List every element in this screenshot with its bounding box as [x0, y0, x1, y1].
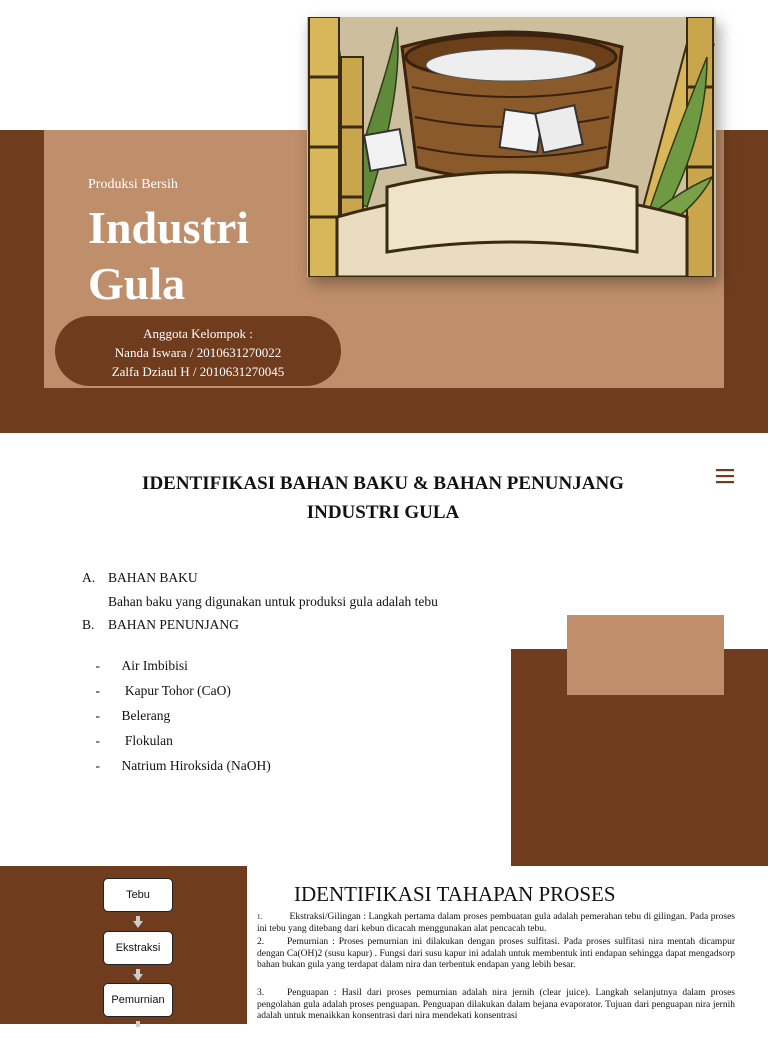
process-step	[257, 988, 735, 1023]
tan-decor-block	[567, 615, 724, 695]
step-text: Ekstraksi/Gilingan : Langkah pertama dalam proses pembuatan gula adalah pemerahan tebu di gilingan. Pada proses ini tebu yang ditebang dari kebun dicacah menggunakan alat pencacah tebu.	[257, 912, 735, 934]
list-item-text: Kapur Tohor (CaO)	[121, 683, 231, 698]
sugar-basket-illustration	[307, 17, 716, 277]
flow-box-pemurnian: Pemurnian	[103, 983, 173, 1017]
list-item-text: Natrium Hiroksida (NaOH)	[121, 758, 271, 773]
flow-arrow-icon	[133, 915, 143, 927]
members-heading: Anggota Kelompok :	[143, 326, 253, 341]
section-a-row	[82, 570, 198, 586]
materials-slide	[0, 433, 768, 866]
list-item-text: Belerang	[121, 708, 171, 723]
section-a-label: BAHAN BAKU	[108, 570, 198, 585]
heading-line-1: IDENTIFIKASI BAHAN BAKU & BAHAN PENUNJANG	[142, 473, 624, 494]
flow-box-tebu: Tebu	[103, 878, 173, 912]
sugar-basket-image	[307, 17, 716, 277]
process-step	[257, 937, 735, 972]
list-item-text: Air Imbibisi	[121, 658, 188, 673]
title-line-1: Industri	[88, 202, 250, 253]
process-step	[257, 912, 735, 935]
title-slide	[0, 0, 768, 433]
members-pill	[55, 316, 341, 386]
member-1: Nanda Iswara / 2010631270022	[114, 345, 282, 360]
section-b-row	[82, 617, 239, 633]
step-number: 3.	[257, 988, 265, 998]
process-slide	[0, 866, 768, 1024]
flow-arrow-icon	[133, 968, 143, 980]
list-dash: -	[95, 683, 100, 698]
slide-heading	[80, 469, 686, 527]
step-text: Penguapan : Hasil dari proses pemurnian adalah nira jernih (clear juice). Langkah selanjutnya dalam proses pengolahan gula adalah proses penguapan. Penguapan dilakukan dalam bejana evaporator. Tujuan dari penguapan nira jernih adalah untuk menaikkan konsentrasi dari nira mendekati konsentrasi	[257, 988, 735, 1021]
list-dash: -	[95, 758, 100, 773]
flow-box-ekstraksi: Ekstraksi	[103, 931, 173, 965]
flow-arrow-icon	[133, 1020, 143, 1032]
section-b-marker: B.	[82, 617, 95, 632]
step-number: 2.	[257, 937, 265, 947]
slide-title	[88, 200, 249, 312]
member-2: Zalfa Dziaul H / 2010631270045	[111, 364, 285, 379]
section-a-description: Bahan baku yang digunakan untuk produksi gula adalah tebu	[108, 594, 438, 609]
step-number: 1.	[257, 913, 263, 921]
slide-subtitle: Produksi Bersih	[88, 177, 178, 192]
title-line-2: Gula	[88, 258, 186, 309]
list-item-text: Flokulan	[121, 733, 173, 748]
process-title: IDENTIFIKASI TAHAPAN PROSES	[294, 882, 616, 906]
step-text: Pemurnian : Proses pemurnian ini dilakukan dengan proses sulfitasi. Pada proses sulfitasi nira mentah dicampur dengan Ca(OH)2 (susu kapur) . Fungsi dari susu kapur ini adalah untuk membentuk inti endapan sehingga dapat mengadsorp bahan bukan gula yang terdapat dalam nira dan terbentuk endapan yang lebih besar.	[257, 937, 735, 970]
list-dash: -	[95, 733, 100, 748]
heading-line-2: INDUSTRI GULA	[306, 502, 460, 523]
hamburger-menu-icon[interactable]	[714, 465, 736, 487]
section-a-marker: A.	[82, 570, 96, 585]
list-item	[82, 742, 271, 790]
list-dash: -	[95, 658, 100, 673]
list-dash: -	[95, 708, 100, 723]
section-b-label: BAHAN PENUNJANG	[108, 617, 239, 632]
